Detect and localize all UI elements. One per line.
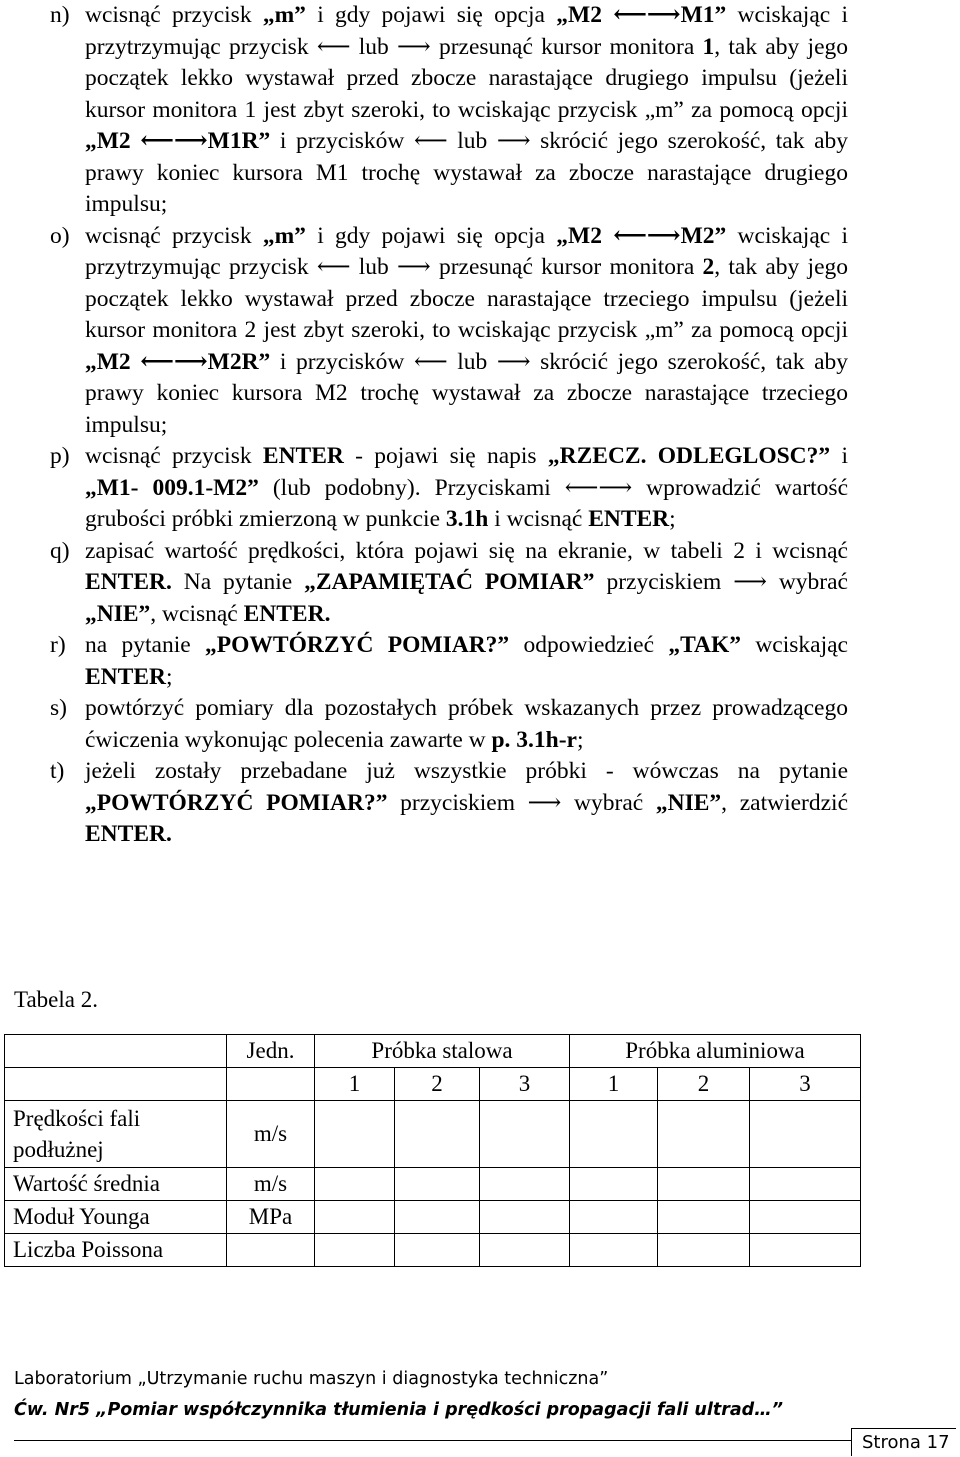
sample-number: 1 <box>570 1068 658 1101</box>
results-table <box>4 1034 861 1267</box>
table-cell <box>395 1168 480 1201</box>
table-cell <box>480 1201 570 1234</box>
item-label: p) <box>50 443 70 469</box>
item-label: o) <box>50 222 70 249</box>
list-item <box>48 0 848 221</box>
footer-exercise-title: Ćw. Nr5 „Pomiar współczynnika tłumienia i prędkości propagacji fali ultrad…” <box>14 1400 783 1420</box>
table-cell <box>750 1101 861 1168</box>
table-cell <box>750 1201 861 1234</box>
row-unit: m/s <box>227 1101 315 1168</box>
row-unit: m/s <box>227 1168 315 1201</box>
table-cell <box>658 1201 750 1234</box>
table-cell <box>395 1101 480 1168</box>
table-caption: Tabela 2. <box>14 987 98 1012</box>
table-cell <box>5 1068 227 1101</box>
item-text: zapisać wartość prędkości, która pojawi się na ekranie, w tabeli 2 i wcisnąć ENTER. Na pytanie „ZAPAMIĘTAĆ POMIAR” przyciskiem ⟶ wybrać „NIE”, wcisnąć ENTER. <box>85 537 848 627</box>
table-cell <box>570 1101 658 1168</box>
item-text: jeżeli zostały przebadane już wszystkie próbki - wówczas na pytanie „POWTÓRZYĆ POMIAR?” przyciskiem ⟶ wybrać „NIE”, zatwierdzić ENTER. <box>85 758 848 847</box>
table-row <box>5 1201 861 1234</box>
table-cell <box>315 1201 395 1234</box>
row-unit: MPa <box>227 1201 315 1234</box>
page-footer <box>14 1364 783 1426</box>
unit-header: Jedn. <box>227 1035 315 1068</box>
sample-number: 3 <box>750 1068 861 1101</box>
row-name: Wartość średnia <box>5 1168 227 1201</box>
sample-number: 1 <box>315 1068 395 1101</box>
sample-number: 3 <box>480 1068 570 1101</box>
table-cell <box>658 1101 750 1168</box>
list-item <box>48 221 848 442</box>
table-cell <box>570 1234 658 1267</box>
list-item <box>48 536 848 631</box>
table-cell <box>315 1101 395 1168</box>
row-name: Liczba Poissona <box>5 1234 227 1267</box>
table-corner-cell <box>5 1035 227 1068</box>
table-cell <box>570 1201 658 1234</box>
list-item <box>48 693 848 756</box>
footer-lab-title: Laboratorium „Utrzymanie ruchu maszyn i diagnostyka techniczna” <box>14 1369 609 1389</box>
item-text: na pytanie „POWTÓRZYĆ POMIAR?” odpowiedzieć „TAK” wciskając ENTER; <box>85 632 848 690</box>
table-cell <box>395 1234 480 1267</box>
table-header-row <box>5 1035 861 1068</box>
list-item <box>48 756 848 851</box>
row-unit <box>227 1234 315 1267</box>
sample-number: 2 <box>395 1068 480 1101</box>
table-cell <box>480 1168 570 1201</box>
footer-divider <box>14 1440 852 1441</box>
table-cell <box>227 1068 315 1101</box>
table-row <box>5 1234 861 1267</box>
item-text: wcisnąć przycisk „m” i gdy pojawi się opcja „M2 ⟵⟶M2” wciskając i przytrzymując przycisk ⟵ lub ⟶ przesunąć kursor monitora 2, tak aby jego początek lekko wystawał przed zbocze narastające trzeciego impulsu (jeżeli kursor monitora 2 jest zbyt szeroki, to wciskając przycisk „m” za pomocą opcji „M2 ⟵⟶M2R” i przycisków ⟵ lub ⟶ skrócić jego szerokość, tak aby prawy koniec kursora M2 trochę wystawał za zbocze narastające trzeciego impulsu; <box>85 222 848 438</box>
aluminium-sample-header: Próbka aluminiowa <box>570 1035 861 1068</box>
table-cell <box>480 1234 570 1267</box>
table-cell <box>658 1234 750 1267</box>
table-cell <box>480 1101 570 1168</box>
list-item <box>48 630 848 693</box>
item-label: t) <box>50 758 65 784</box>
table-cell <box>395 1201 480 1234</box>
sample-number: 2 <box>658 1068 750 1101</box>
table-cell <box>750 1168 861 1201</box>
table-row <box>5 1168 861 1201</box>
item-label: n) <box>50 2 70 28</box>
item-label: r) <box>50 632 66 658</box>
item-text: wcisnąć przycisk ENTER - pojawi się napis „RZECZ. ODLEGLOSC?” i „M1- 009.1-M2” (lub podobny). Przyciskami ⟵⟶ wprowadzić wartość grubości próbki zmierzoną w punkcie 3.1h i wcisnąć ENTER; <box>85 443 849 532</box>
table-cell <box>315 1168 395 1201</box>
table-cell <box>570 1168 658 1201</box>
item-text: powtórzyć pomiary dla pozostałych próbek wskazanych przez prowadzącego ćwiczenia wykonując polecenia zawarte w p. 3.1h-r; <box>85 695 848 753</box>
steel-sample-header: Próbka stalowa <box>315 1035 570 1068</box>
table-cell <box>750 1234 861 1267</box>
row-name: Moduł Younga <box>5 1201 227 1234</box>
row-name: Prędkości fali podłużnej <box>5 1101 227 1168</box>
table-cell <box>658 1168 750 1201</box>
table-row <box>5 1101 861 1168</box>
table-cell <box>315 1234 395 1267</box>
page-number: Strona 17 <box>851 1428 956 1456</box>
item-label: s) <box>50 695 67 721</box>
instruction-list <box>48 0 848 851</box>
item-label: q) <box>50 537 70 564</box>
list-item <box>48 441 848 536</box>
item-text: wcisnąć przycisk „m” i gdy pojawi się opcja „M2 ⟵⟶M1” wciskając i przytrzymując przycisk ⟵ lub ⟶ przesunąć kursor monitora 1, tak aby jego początek lekko wystawał przed zbocze narastające drugiego impulsu (jeżeli kursor monitora 1 jest zbyt szeroki, to wciskając przycisk „m” za pomocą opcji „M2 ⟵⟶M1R” i przycisków ⟵ lub ⟶ skrócić jego szerokość, tak aby prawy koniec kursora M1 trochę wystawał za zbocze narastające drugiego impulsu; <box>85 2 848 217</box>
sample-number-row <box>5 1068 861 1101</box>
